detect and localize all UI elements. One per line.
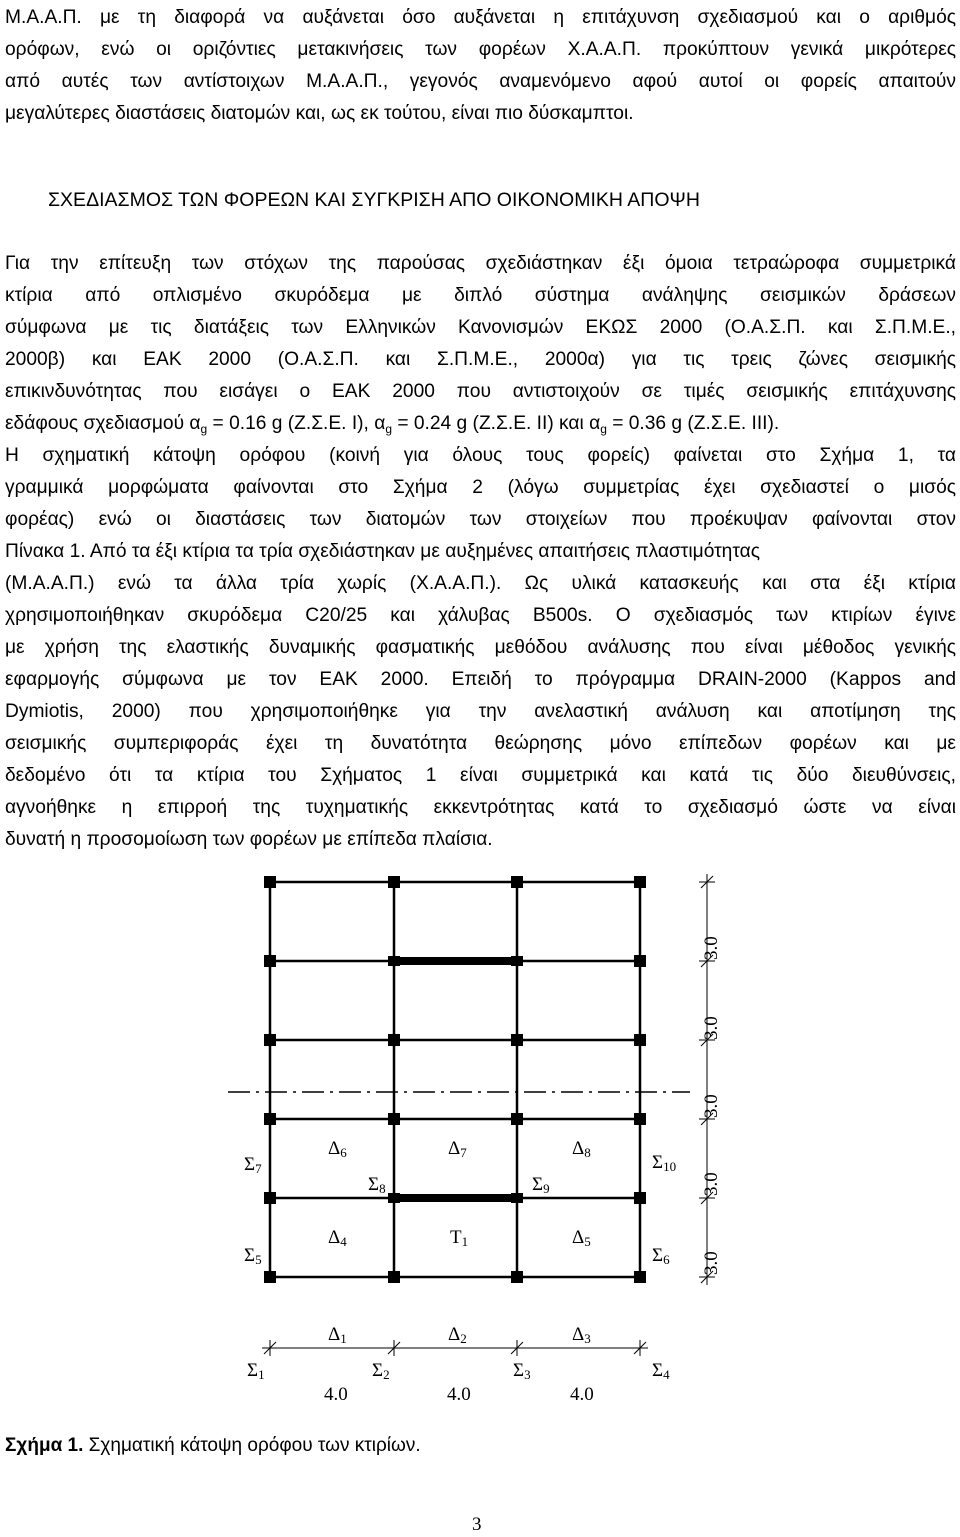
column bbox=[634, 876, 646, 888]
text-line: με χρήση της ελαστικής δυναμικής φασματικής μεθόδου ανάλυσης που είναι μέθοδος γενικής bbox=[5, 637, 956, 658]
column bbox=[634, 1034, 646, 1046]
wall-label-d6: Δ6 bbox=[328, 1138, 347, 1160]
x-dimension-label: 4.0 bbox=[570, 1384, 594, 1405]
accel-text: εδάφους σχεδιασμού α bbox=[5, 413, 201, 434]
frame-label-s9: Σ9 bbox=[532, 1174, 550, 1196]
accel-text: = 0.16 g (Ζ.Σ.Ε. Ι), α bbox=[207, 413, 386, 434]
text-line: επικινδυνότητας που εισάγει ο ΕΑΚ 2000 που αντιστοιχούν σε τιμές σεισμικής επιτάχυνσης bbox=[5, 381, 956, 402]
column bbox=[264, 1034, 276, 1046]
column bbox=[511, 1193, 523, 1203]
text-line: 2000β) και ΕΑΚ 2000 (Ο.Α.Σ.Π. και Σ.Π.Μ.Ε., 2000α) για τις τρεις ζώνες σεισμικής bbox=[5, 349, 956, 370]
column bbox=[634, 1271, 646, 1283]
wall-label-d7: Δ7 bbox=[448, 1138, 467, 1160]
wall-label-d1: Δ1 bbox=[328, 1324, 347, 1346]
frame-label-s10: Σ10 bbox=[652, 1152, 677, 1174]
column bbox=[264, 1271, 276, 1283]
wall-label-d4: Δ4 bbox=[328, 1227, 347, 1249]
column bbox=[388, 876, 400, 888]
text-line: γραμμικά μορφώματα φαίνονται στο Σχήμα 2 (λόγω συμμετρίας έχει σχεδιαστεί ο μισός bbox=[5, 477, 956, 498]
x-dimension-label: 4.0 bbox=[324, 1384, 348, 1405]
wall-label-d8: Δ8 bbox=[572, 1138, 591, 1160]
x-dimension-label: 4.0 bbox=[447, 1384, 471, 1405]
y-dimension-label: 3.0 bbox=[701, 1016, 722, 1040]
floor-plan-figure bbox=[0, 870, 960, 1430]
y-dimension-label: 3.0 bbox=[701, 1094, 722, 1118]
column bbox=[388, 956, 400, 966]
frame-label-s1: Σ1 bbox=[247, 1360, 265, 1382]
text-line: φορέας) ενώ οι διαστάσεις των διατομών των στοιχείων που προέκυψαν φαίνονται στον bbox=[5, 509, 956, 530]
y-dimension-label: 3.0 bbox=[701, 1251, 722, 1275]
text-line: από αυτές των αντίστοιχων Μ.Α.Α.Π., γεγονός αναμενόμενο αφού αυτοί οι φορείς απαιτούν bbox=[5, 71, 956, 92]
column bbox=[634, 955, 646, 967]
page-number: 3 bbox=[472, 1514, 482, 1535]
text-line: Για την επίτευξη των στόχων της παρούσας σχεδιάστηκαν έξι όμοια τετραώροφα συμμετρικά bbox=[5, 253, 956, 274]
text-line: μεγαλύτερες διαστάσεις διατομών και, ως εκ τούτου, είναι πιο δύσκαμπτοι. bbox=[5, 103, 634, 124]
acceleration-line bbox=[5, 408, 956, 440]
element-labels bbox=[244, 1138, 676, 1382]
text-line: αγνοήθηκε η επιρροή της τυχηματικής εκκεντρότητας κατά το σχεδιασμό ώστε να είναι bbox=[5, 797, 956, 818]
frame-label-s2: Σ2 bbox=[372, 1360, 390, 1382]
frame-label-s6: Σ6 bbox=[652, 1245, 670, 1267]
core-label-t1: Τ1 bbox=[450, 1227, 469, 1249]
column bbox=[634, 1113, 646, 1125]
column bbox=[264, 876, 276, 888]
accel-text: = 0.36 g (Ζ.Σ.Ε. ΙΙΙ). bbox=[606, 413, 780, 434]
text-line: εφαρμογής σύμφωνα με τον ΕΑΚ 2000. Επειδή το πρόγραμμα DRAIN-2000 (Kappos and bbox=[5, 669, 956, 690]
columns bbox=[264, 876, 646, 1283]
wall-label-d2: Δ2 bbox=[448, 1324, 467, 1346]
text-line: Dymiotis, 2000) που χρησιμοποιήθηκε για την ανελαστική ανάλυση και αποτίμηση της bbox=[5, 701, 956, 722]
column bbox=[264, 1113, 276, 1125]
text-line: (Μ.Α.Α.Π.) ενώ τα άλλα τρία χωρίς (Χ.Α.Α.Π.). Ως υλικά κατασκευής και στα έξι κτίρια bbox=[5, 573, 956, 594]
text-line: δυνατή η προσομοίωση των φορέων με επίπεδα πλαίσια. bbox=[5, 829, 493, 850]
column bbox=[388, 1193, 400, 1203]
caption-text: Σχηματική κάτοψη ορόφου των κτιρίων. bbox=[83, 1435, 421, 1456]
column bbox=[264, 1192, 276, 1204]
column bbox=[511, 876, 523, 888]
frame-label-s4: Σ4 bbox=[652, 1360, 670, 1382]
text-line: χρησιμοποιήθηκαν σκυρόδεμα C20/25 και χάλυβας B500s. Ο σχεδιασμός των κτιρίων έγινε bbox=[5, 605, 956, 626]
column bbox=[511, 956, 523, 966]
figure-caption bbox=[5, 1434, 421, 1458]
text-line: ορόφων, ενώ οι οριζόντιες μετακινήσεις των φορέων Χ.Α.Α.Π. προκύπτουν γενικά μικρότερες bbox=[5, 39, 956, 60]
text-line: κτίρια από οπλισμένο σκυρόδεμα με διπλό σύστημα ανάληψης σεισμικών δράσεων bbox=[5, 285, 956, 306]
text-line: Μ.Α.Α.Π. με τη διαφορά να αυξάνεται όσο αυξάνεται η επιτάχυνση σχεδιασμού και ο αριθμός bbox=[5, 7, 956, 28]
column bbox=[388, 1034, 400, 1046]
body-paragraph bbox=[5, 248, 956, 856]
column bbox=[388, 1113, 400, 1125]
accel-text: = 0.24 g (Ζ.Σ.Ε. ΙΙ) και α bbox=[392, 413, 601, 434]
wall-label-d5: Δ5 bbox=[572, 1227, 591, 1249]
y-dimension-label: 3.0 bbox=[701, 1172, 722, 1196]
accel-subscript: g bbox=[385, 422, 393, 436]
wall-label-d3: Δ3 bbox=[572, 1324, 591, 1346]
text-line: σεισμικής συμπεριφοράς έχει τη δυνατότητα θεώρησης μόνο επίπεδων φορέων και με bbox=[5, 733, 956, 754]
y-dimension-label: 3.0 bbox=[701, 936, 722, 960]
column bbox=[511, 1034, 523, 1046]
column bbox=[634, 1192, 646, 1204]
section-heading: ΣΧΕΔΙΑΣΜΟΣ ΤΩΝ ΦΟΡΕΩΝ ΚΑΙ ΣΥΓΚΡΙΣΗ ΑΠΟ ΟΙΚΟΝΟΜΙΚΗ ΑΠΟΨΗ bbox=[48, 189, 700, 211]
column bbox=[511, 1113, 523, 1125]
floor-plan-drawing bbox=[0, 870, 960, 1430]
text-line: Η σχηματική κάτοψη ορόφου (κοινή για όλους τους φορείς) φαίνεται στο Σχήμα 1, τα bbox=[5, 445, 956, 466]
accel-subscript: g bbox=[200, 422, 208, 436]
frame-label-s7: Σ7 bbox=[244, 1154, 262, 1176]
text-line: δεδομένο ότι τα κτίρια του Σχήματος 1 είναι συμμετρικά και κατά τις δύο διευθύνσεις, bbox=[5, 765, 956, 786]
plan-grid bbox=[228, 882, 690, 1277]
frame-label-s8: Σ8 bbox=[368, 1174, 386, 1196]
frame-label-s5: Σ5 bbox=[244, 1245, 262, 1267]
text-line: Πίνακα 1. Από τα έξι κτίρια τα τρία σχεδιάστηκαν με αυξημένες απαιτήσεις πλαστιμότητας bbox=[5, 541, 760, 562]
caption-label: Σχήμα 1. bbox=[5, 1435, 84, 1456]
dimension-line-y bbox=[699, 874, 715, 1285]
column bbox=[511, 1271, 523, 1283]
column bbox=[388, 1271, 400, 1283]
column bbox=[264, 955, 276, 967]
intro-paragraph bbox=[5, 2, 956, 130]
frame-label-s3: Σ3 bbox=[513, 1360, 531, 1382]
accel-subscript: g bbox=[600, 422, 607, 436]
text-line: σύμφωνα με τις διατάξεις των Ελληνικών Κανονισμών ΕΚΩΣ 2000 (Ο.Α.Σ.Π. και Σ.Π.Μ.Ε., bbox=[5, 317, 956, 338]
